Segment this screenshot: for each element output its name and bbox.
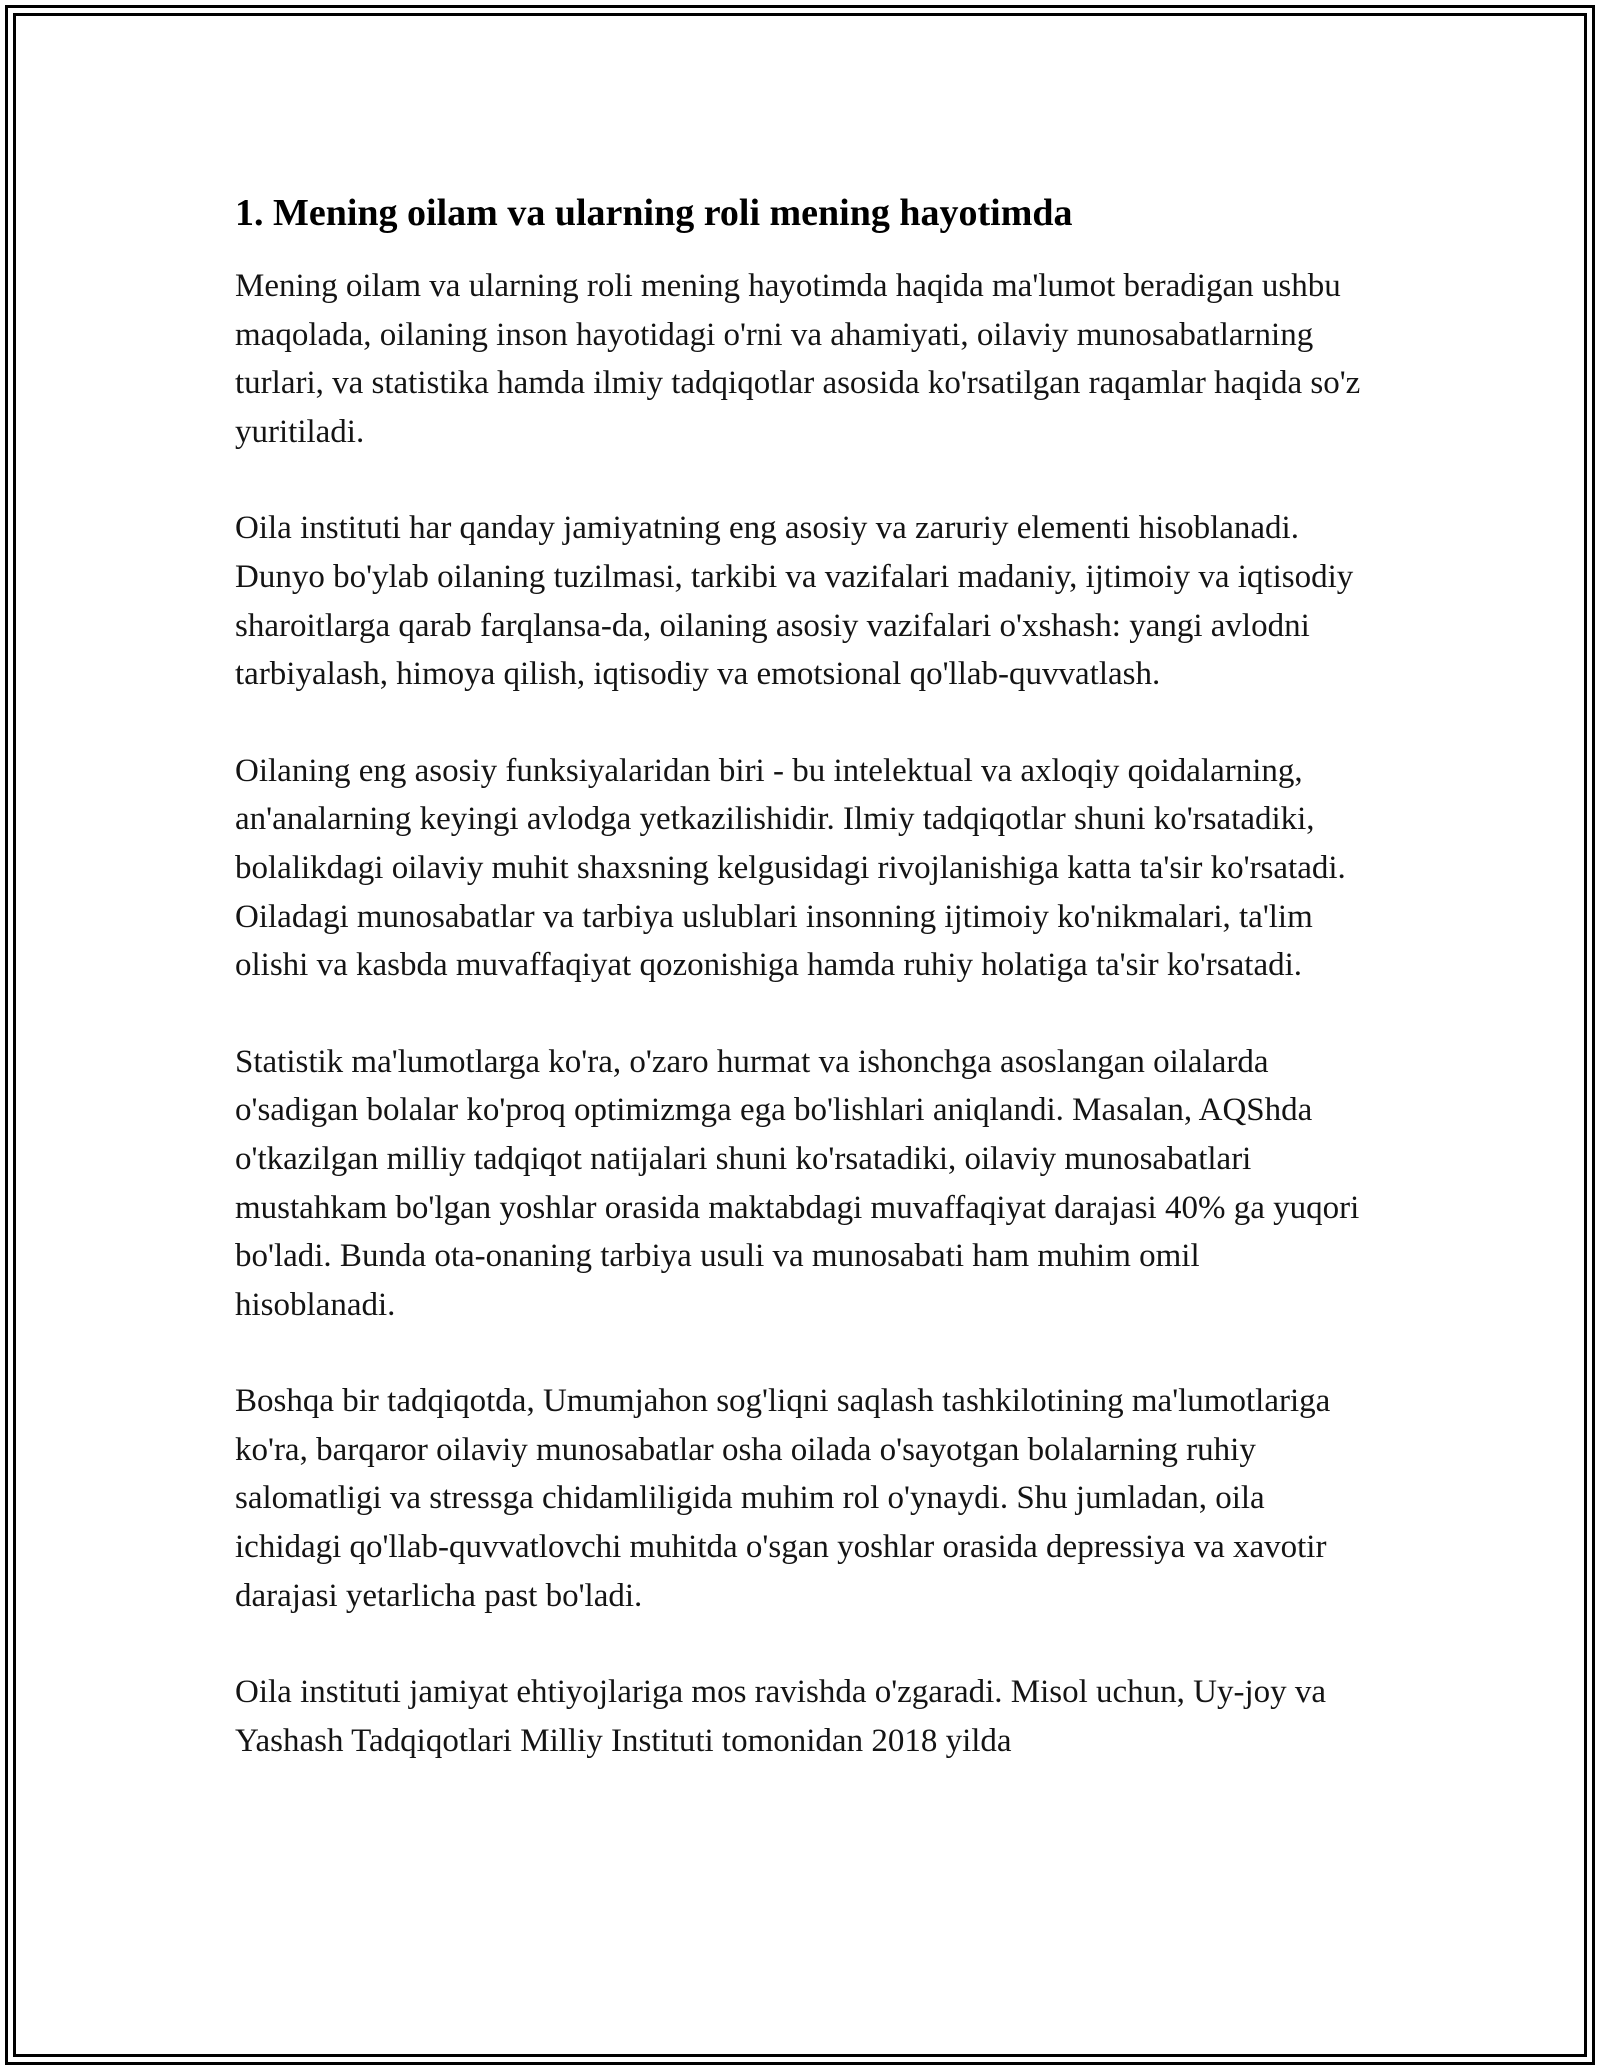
section-heading: 1. Mening oilam va ularning roli mening hayotimda	[235, 192, 1073, 234]
paragraph-intro: Mening oilam va ularning roli mening hayotimda haqida ma'lumot beradigan ushbu maqolada, oilaning inson hayotidagi o'rni va ahamiyati, oilaviy munosabatlarning turlari, va statistika hamda ilmiy tadqiqotlar asosida ko'rsatilgan raqamlar haqida so'z yuritiladi.	[235, 268, 1361, 450]
paragraph-family-institution: Oila instituti har qanday jamiyatning eng asosiy va zaruriy elementi hisoblanadi. Dunyo bo'ylab oilaning tuzilmasi, tarkibi va vazifalari madaniy, ijtimoiy va iqtisodiy sharoitlarga qarab farqlansa-da, oilaning asosiy vazifalari o'xshash: yangi avlodni tarbiyalash, himoya qilish, iqtisodiy va emotsional qo'llab-quvvatlash.	[235, 510, 1354, 693]
paragraph-statistics: Statistik ma'lumotlarga ko'ra, o'zaro hurmat va ishonchga asoslangan oilalarda o'sadigan bolalar ko'proq optimizmga ega bo'lishlari aniqlandi. Masalan, AQShda o'tkazilgan milliy tadqiqot natijalari shuni ko'rsatadiki, oilaviy munosabatlari mustahkam bo'lgan yoshlar orasida maktabdagi muvaffaqiyat darajasi 40% ga yuqori bo'ladi. Bunda ota-onaning tarbiya usuli va munosabati ham muhim omil hisoblanadi.	[235, 1043, 1360, 1323]
paragraph-family-functions: Oilaning eng asosiy funksiyalaridan biri - bu intelektual va axloqiy qoidalarning, an'analarning keyingi avlodga yetkazilishidir. Ilmiy tadqiqotlar shuni ko'rsatadiki, bolalikdagi oilaviy muhit shaxsning kelgusidagi rivojlanishiga katta ta'sir ko'rsatadi. Oiladagi munosabatlar va tarbiya uslublari insonning ijtimoiy ko'nikmalari, ta'lim olishi va kasbda muvaffaqiyat qozonishiga hamda ruhiy holatiga ta'sir ko'rsatadi.	[235, 752, 1346, 984]
document-body	[235, 190, 1365, 1813]
paragraph-changing-institution: Oila instituti jamiyat ehtiyojlariga mos ravishda o'zgaradi. Misol uchun, Uy-joy va Yashash Tadqiqotlari Milliy Instituti tomonidan 2018 yilda	[235, 1674, 1327, 1759]
paragraph-who-research: Boshqa bir tadqiqotda, Umumjahon sog'liqni saqlash tashkilotining ma'lumotlariga ko'ra, barqaror oilaviy munosabatlar osha oilada o'sayotgan bolalarning ruhiy salomatligi va stressga chidamliligida muhim rol o'ynaydi. Shu jumladan, oila ichidagi qo'llab-quvvatlovchi muhitda o'sgan yoshlar orasida depressiya va xavotir darajasi yetarlicha past bo'ladi.	[235, 1383, 1331, 1614]
